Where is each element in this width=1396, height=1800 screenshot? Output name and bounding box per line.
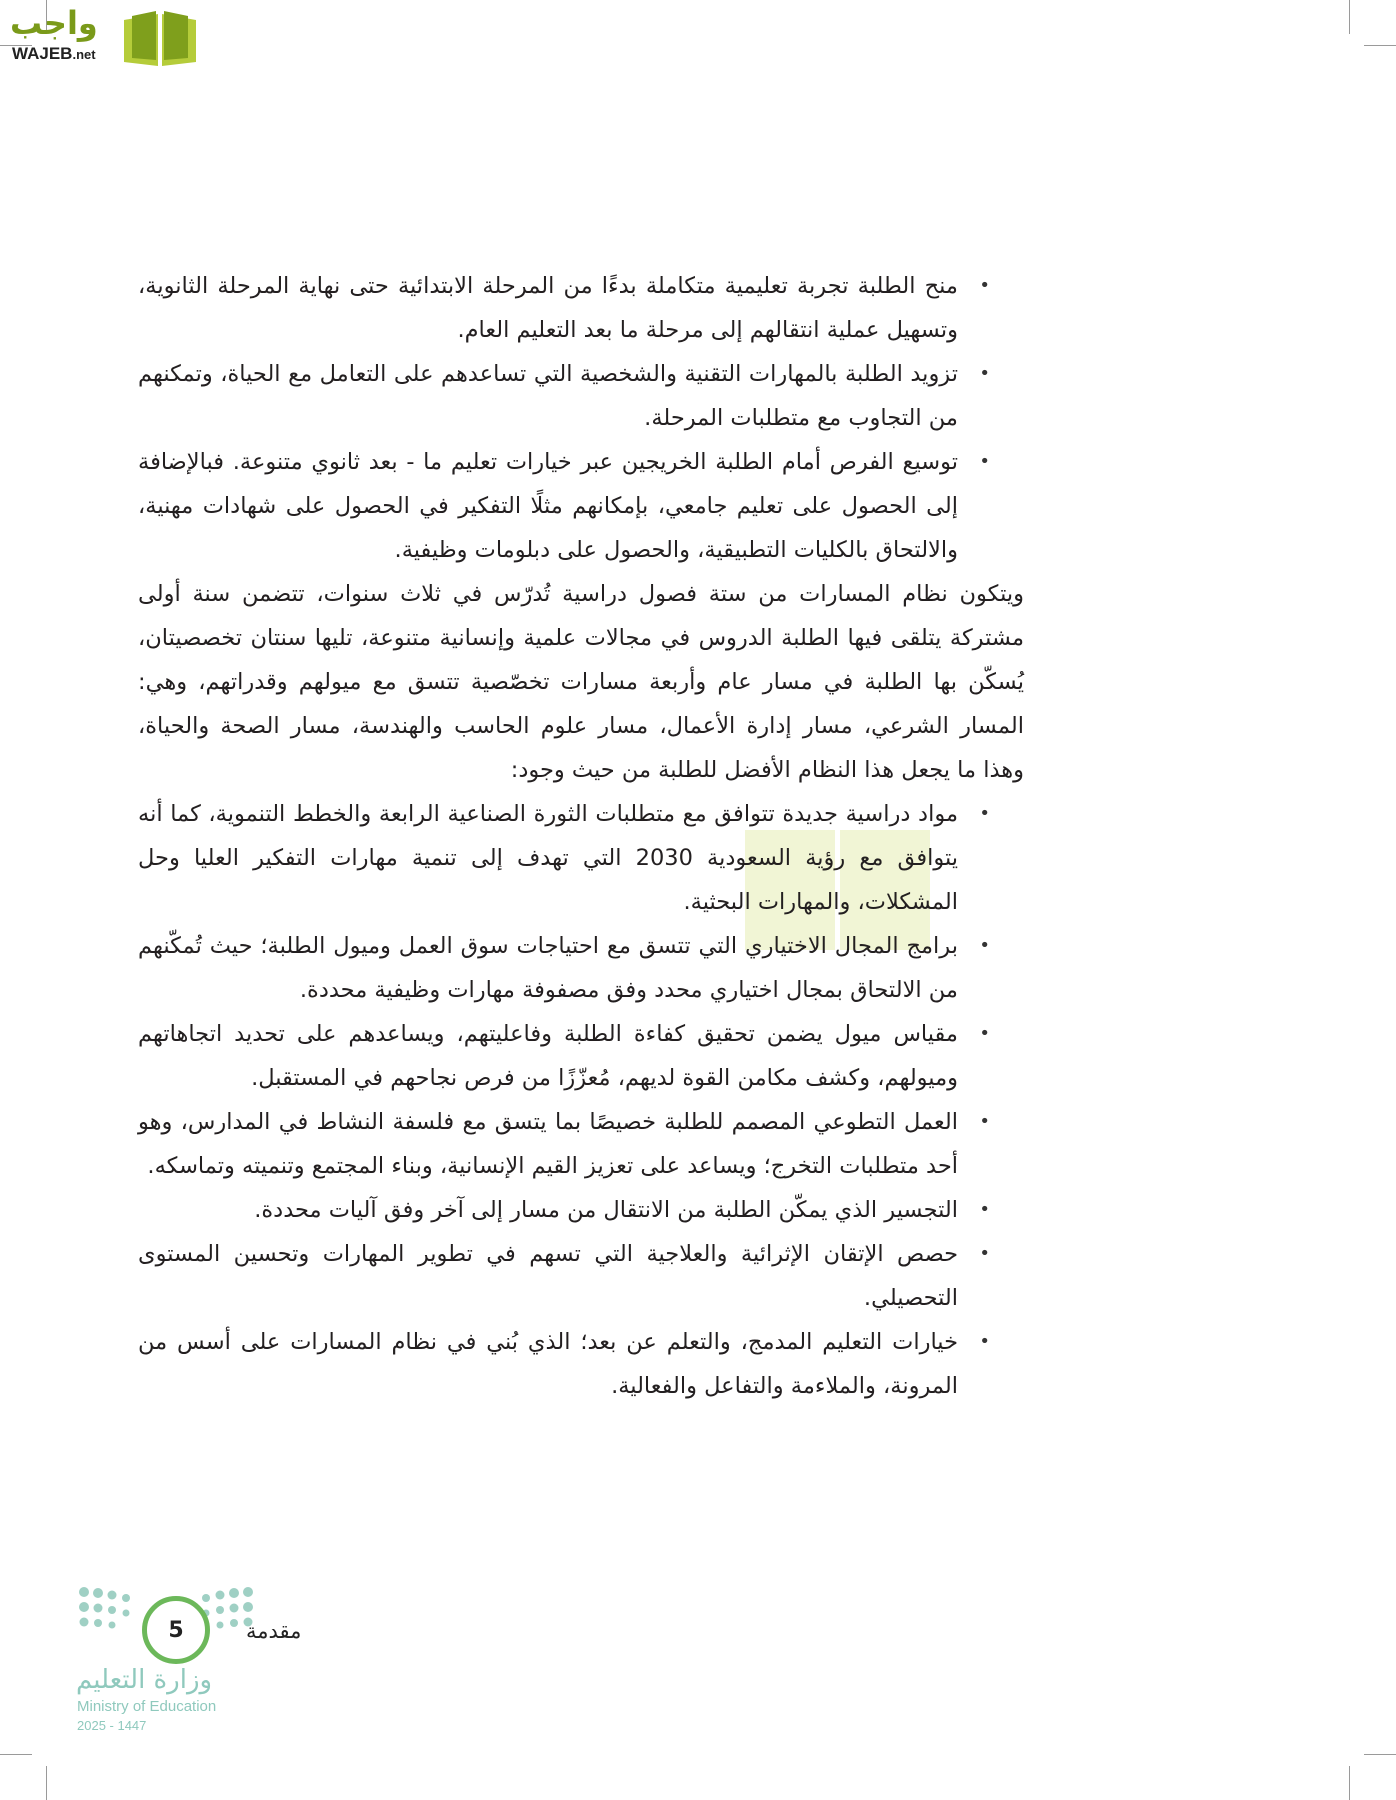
edition-year: 2025 - 1447 bbox=[77, 1718, 147, 1733]
list-item: • حصص الإتقان الإثرائية والعلاجية التي تسهم في تطوير المهارات وتحسين المستوى التحصيلي. bbox=[138, 1232, 958, 1320]
page-number: 5 bbox=[142, 1596, 210, 1664]
crop-mark bbox=[1349, 1766, 1350, 1800]
paragraph: ويتكون نظام المسارات من ستة فصول دراسية تُدرّس في ثلاث سنوات، تتضمن سنة أولى مشتركة يتلقى فيها الطلبة الدروس في مجالات علمية وإنسانية متنوعة، تليها سنتان تخصصيتان، يُسكّن بها الطلبة في مسار عام وأربعة مسارات تخصّصية تتسق مع ميولهم وقدراتهم، وهي: المسار الشرعي، مسار إدارة الأعمال، مسار علوم الحاسب والهندسة، مسار الصحة والحياة، وهذا ما يجعل هذا النظام الأفضل للطلبة من حيث وجود: bbox=[138, 581, 1024, 783]
objectives-list bbox=[138, 264, 1024, 572]
crop-mark bbox=[1349, 0, 1350, 34]
ministry-name-arabic: وزارة التعليم bbox=[76, 1665, 213, 1695]
crop-mark bbox=[1364, 1754, 1396, 1755]
wajeb-logo[interactable] bbox=[8, 4, 208, 68]
list-item: • منح الطلبة تجربة تعليمية متكاملة بدءًا من المرحلة الابتدائية حتى نهاية المرحلة الثانوية، وتسهيل عملية انتقالهم إلى مرحلة ما بعد التعليم العام. bbox=[138, 264, 958, 352]
list-item: • تزويد الطلبة بالمهارات التقنية والشخصية التي تساعدهم على التعامل مع الحياة، وتمكنهم من التجاوب مع متطلبات المرحلة. bbox=[138, 352, 958, 440]
list-item: • التجسير الذي يمكّن الطلبة من الانتقال من مسار إلى آخر وفق آليات محددة. bbox=[138, 1188, 958, 1232]
crop-mark bbox=[46, 1766, 47, 1800]
crop-mark bbox=[1364, 45, 1396, 46]
list-item: • خيارات التعليم المدمج، والتعلم عن بعد؛ الذي بُني في نظام المسارات على أسس من المرونة، والملاءمة والتفاعل والفعالية. bbox=[138, 1320, 958, 1408]
ministry-name-english: Ministry of Education bbox=[77, 1698, 217, 1715]
body-text bbox=[138, 264, 1024, 1408]
open-book-icon bbox=[120, 10, 200, 68]
section-title: مقدمة bbox=[246, 1619, 302, 1643]
crop-mark bbox=[0, 1754, 32, 1755]
list-item: • توسيع الفرص أمام الطلبة الخريجين عبر خيارات تعليم ما - بعد ثانوي متنوعة. فبالإضافة إلى الحصول على تعليم جامعي، بإمكانهم مثلًا التفكير في الحصول على شهادات مهنية، والالتحاق بالكليات التطبيقية، والحصول على دبلومات وظيفية. bbox=[138, 440, 958, 572]
page-footer bbox=[70, 1578, 370, 1758]
list-item: • برامج المجال الاختياري التي تتسق مع احتياجات سوق العمل وميول الطلبة؛ حيث تُمكّنهم من الالتحاق بمجال اختياري محدد وفق مصفوفة مهارات وظيفية محددة. bbox=[138, 924, 958, 1012]
features-list bbox=[138, 792, 1024, 1408]
logo-arabic: واجب bbox=[10, 4, 98, 42]
list-item: • مواد دراسية جديدة تتوافق مع متطلبات الثورة الصناعية الرابعة والخطط التنموية، كما أنه يتوافق مع رؤية السعودية 2030 التي تهدف إلى تنمية مهارات التفكير العليا وحل المشكلات، والمهارات البحثية. bbox=[138, 792, 958, 924]
list-item: • العمل التطوعي المصمم للطلبة خصيصًا بما يتسق مع فلسفة النشاط في المدارس، وهو أحد متطلبات التخرج؛ ويساعد على تعزيز القيم الإنسانية، وبناء المجتمع وتنميته وتماسكه. bbox=[138, 1100, 958, 1188]
list-item: • مقياس ميول يضمن تحقيق كفاءة الطلبة وفاعليتهم، ويساعدهم على تحديد اتجاهاتهم وميولهم، وكشف مكامن القوة لديهم، مُعزّزًا من فرص نجاحهم في المستقبل. bbox=[138, 1012, 958, 1100]
logo-english: WAJEB.net bbox=[12, 44, 96, 63]
